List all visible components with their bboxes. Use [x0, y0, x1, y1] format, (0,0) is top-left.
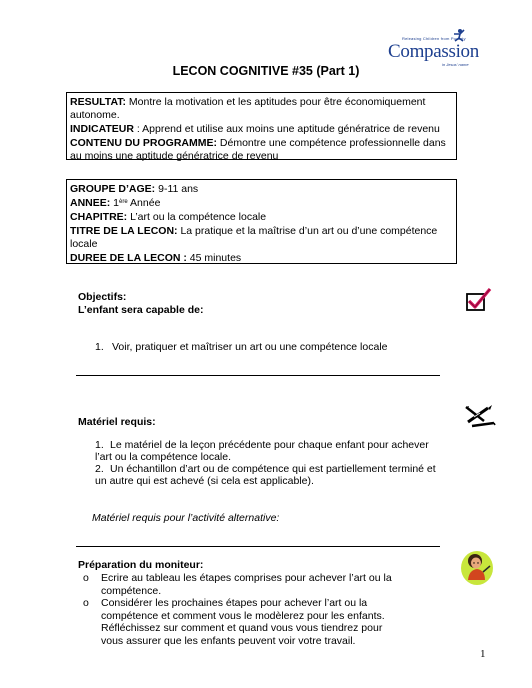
materiel-item2-line2: un autre qui est achevé (si cela est applicable).: [95, 475, 314, 487]
groupe-line: [70, 183, 453, 196]
pencil-tools-icon: [464, 403, 496, 429]
outcome-box: [66, 92, 457, 160]
preparation-list: [78, 572, 398, 647]
materiel-item1-line1: Le matériel de la leçon précédente pour chaque enfant pour achever: [110, 439, 429, 451]
annee-sup: ère: [119, 199, 128, 205]
logo-word: Compassion: [388, 41, 479, 62]
indicateur-label: INDICATEUR: [70, 123, 134, 135]
logo-figure-icon: [452, 28, 466, 42]
bullet-icon: o: [83, 597, 89, 609]
groupe-label: GROUPE D’AGE:: [70, 183, 156, 195]
preparation-item: [78, 572, 398, 597]
duree-line: [70, 252, 453, 265]
annee-num: 1: [110, 197, 120, 209]
groupe-text: 9-11 ans: [155, 183, 199, 195]
chapitre-line: [70, 211, 453, 224]
materiel-heading: Matériel requis:: [78, 416, 156, 428]
materiel-alternative: Matériel requis pour l’activité alternative:: [92, 512, 280, 524]
divider-line: [76, 546, 440, 547]
lesson-info-box: [66, 179, 457, 264]
annee-label: ANNEE:: [70, 197, 111, 209]
teacher-icon: [460, 550, 494, 586]
objectif-item-num: 1.: [95, 341, 104, 353]
logo-sub: in Jesus' name: [442, 62, 469, 67]
contenu-label: CONTENU DU PROGRAMME:: [70, 137, 217, 149]
divider-line: [76, 375, 440, 376]
preparation-heading: Préparation du moniteur:: [78, 559, 204, 571]
bullet-icon: o: [83, 572, 89, 584]
page-title: LECON COGNITIVE #35 (Part 1): [172, 64, 360, 78]
indicateur-line: [70, 123, 453, 136]
contenu-line: [70, 137, 453, 163]
page-number: 1: [480, 648, 486, 660]
contenu-text: Démontre une compétence professionnelle dans au moins une aptitude génératrice de revenu: [70, 137, 446, 162]
materiel-item1-line2: l’art ou la compétence locale.: [95, 451, 231, 463]
resultat-label: RESULTAT:: [70, 96, 126, 108]
logo-tagline: Releasing Children from Poverty: [402, 36, 466, 41]
materiel-item1-num: 1.: [95, 439, 104, 451]
titre-label: TITRE DE LA LECON:: [70, 225, 178, 237]
indicateur-text: : Apprend et utilise aux moins une aptitude génératrice de revenu: [133, 123, 440, 135]
check-box-icon: [466, 288, 492, 312]
objectifs-subheading: L’enfant sera capable de:: [78, 304, 204, 316]
preparation-item: [78, 597, 398, 647]
resultat-line: [70, 96, 453, 122]
materiel-item2-num: 2.: [95, 463, 104, 475]
titre-text: La pratique et la maîtrise d’un art ou d’une compétence locale: [70, 225, 438, 250]
objectif-item-text: Voir, pratiquer et maîtriser un art ou une compétence locale: [112, 341, 388, 353]
annee-text: Année: [127, 197, 161, 209]
annee-line: [70, 197, 453, 210]
chapitre-label: CHAPITRE:: [70, 211, 128, 223]
duree-text: 45 minutes: [186, 252, 242, 264]
duree-label: DUREE DE LA LECON :: [70, 252, 187, 264]
objectifs-heading: Objectifs:: [78, 291, 127, 303]
resultat-text: Montre la motivation et les aptitudes pour être économiquement autonome.: [70, 96, 426, 121]
materiel-item2-line1: Un échantillon d’art ou de compétence qui est partiellement terminé et: [110, 463, 436, 475]
titre-line: [70, 225, 453, 251]
chapitre-text: L’art ou la compétence locale: [127, 211, 267, 223]
preparation-item-text: Considérer les prochaines étapes pour achever l’art ou la compétence et comment vous le modèlerez pour les enfants. Réfléchissez sur comment et quand vous vous tiendrez pour vous assurer que les enfants peuvent voir votre travail.: [101, 597, 385, 647]
preparation-item-text: Ecrire au tableau les étapes comprises pour achever l’art ou la compétence.: [101, 572, 392, 597]
